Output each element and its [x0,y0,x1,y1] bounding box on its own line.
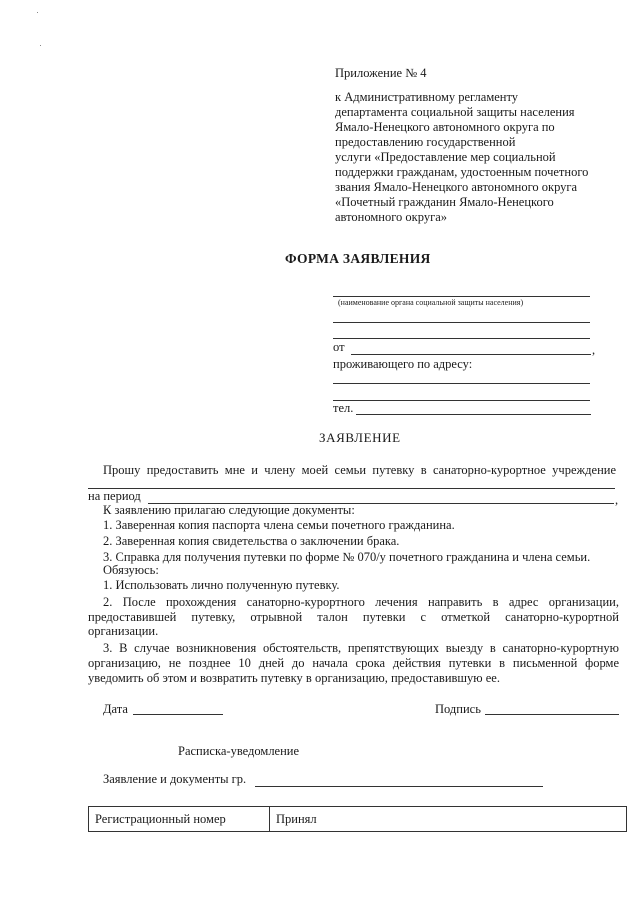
receipt-name-line[interactable] [255,786,543,787]
reg-number-label: Регистрационный номер [95,811,226,826]
scan-speck [40,45,41,46]
address-label: проживающего по адресу: [333,357,473,371]
obligation-item: уведомить об этом и возвратить путевку в организацию, предоставившую ее. [88,671,500,685]
form-title: ФОРМА ЗАЯВЛЕНИЯ [285,251,431,266]
phone-field-line[interactable] [356,414,591,415]
date-field-line[interactable] [133,714,223,715]
attachment-item: 2. Заверенная копия свидетельства о заключении брака. [103,534,400,548]
from-label: от [333,340,345,354]
obligation-item: организацию, не позднее 10 дней до начала срока действия путевки в письменной форме [88,656,619,670]
recipient-caption: (наименование органа социальной защиты населения) [338,298,524,307]
obligation-item: организации. [88,624,159,638]
institution-line[interactable] [88,488,615,489]
date-label: Дата [103,702,128,716]
receipt-title: Расписка-уведомление [178,744,300,758]
signature-field-line[interactable] [485,714,619,715]
appendix-line: Ямало-Ненецкого автономного округа по [335,120,555,134]
statement-heading: ЗАЯВЛЕНИЕ [319,430,401,445]
appendix-line: предоставлению государственной [335,135,516,149]
attachment-item: 3. Справка для получения путевки по форме № 070/у почетного гражданина и члена семьи. [103,550,591,564]
reg-number-cell[interactable] [89,807,270,831]
appendix-line: к Административному регламенту [335,90,519,104]
recipient-name-line[interactable] [333,296,590,297]
attachments-intro: К заявлению прилагаю следующие документы: [103,503,355,517]
obligation-item: 2. После прохождения санаторно-курортного лечения направить в адрес организации, [103,595,619,609]
obligations-label: Обязуюсь: [103,563,159,577]
recipient-line[interactable] [333,338,590,339]
recipient-line[interactable] [333,322,590,323]
obligation-item: предоставившей путевку, отрывной талон путевки с отметкой санаторно-курортной [88,610,619,624]
attachment-item: 1. Заверенная копия паспорта члена семьи почетного гражданина. [103,518,455,532]
period-comma: , [615,493,619,507]
appendix-block [335,66,588,225]
appendix-number: Приложение № 4 [335,66,427,80]
signature-label: Подпись [435,702,481,716]
scan-speck [37,12,38,13]
accepted-label: Принял [276,811,317,826]
appendix-line: поддержки гражданам, удостоенным почетного [335,165,589,179]
obligation-item: 3. В случае возникновения обстоятельств, препятствующих выезду в санаторно-курортную [103,641,619,655]
from-field-line[interactable] [351,354,591,355]
address-line[interactable] [333,383,590,384]
request-text: Прошу предоставить мне и члену моей семьи путевку в санаторно-курортное учреждение [103,463,616,477]
receipt-docs-label: Заявление и документы гр. [103,772,247,786]
receipt-table [88,806,627,832]
phone-label: тел. [333,401,354,415]
appendix-line: звания Ямало-Ненецкого автономного округа [335,180,578,194]
address-line[interactable] [333,400,590,401]
obligation-item: 1. Использовать лично полученную путевку. [103,578,340,592]
period-label: на период [88,489,141,503]
appendix-line: «Почетный гражданин Ямало-Ненецкого [335,195,554,209]
from-comma: , [592,343,596,357]
accepted-cell[interactable] [270,807,317,831]
appendix-line: департамента социальной защиты населения [335,105,575,119]
appendix-line: услуги «Предоставление мер социальной [335,150,556,164]
appendix-line: автономного округа» [335,210,448,224]
